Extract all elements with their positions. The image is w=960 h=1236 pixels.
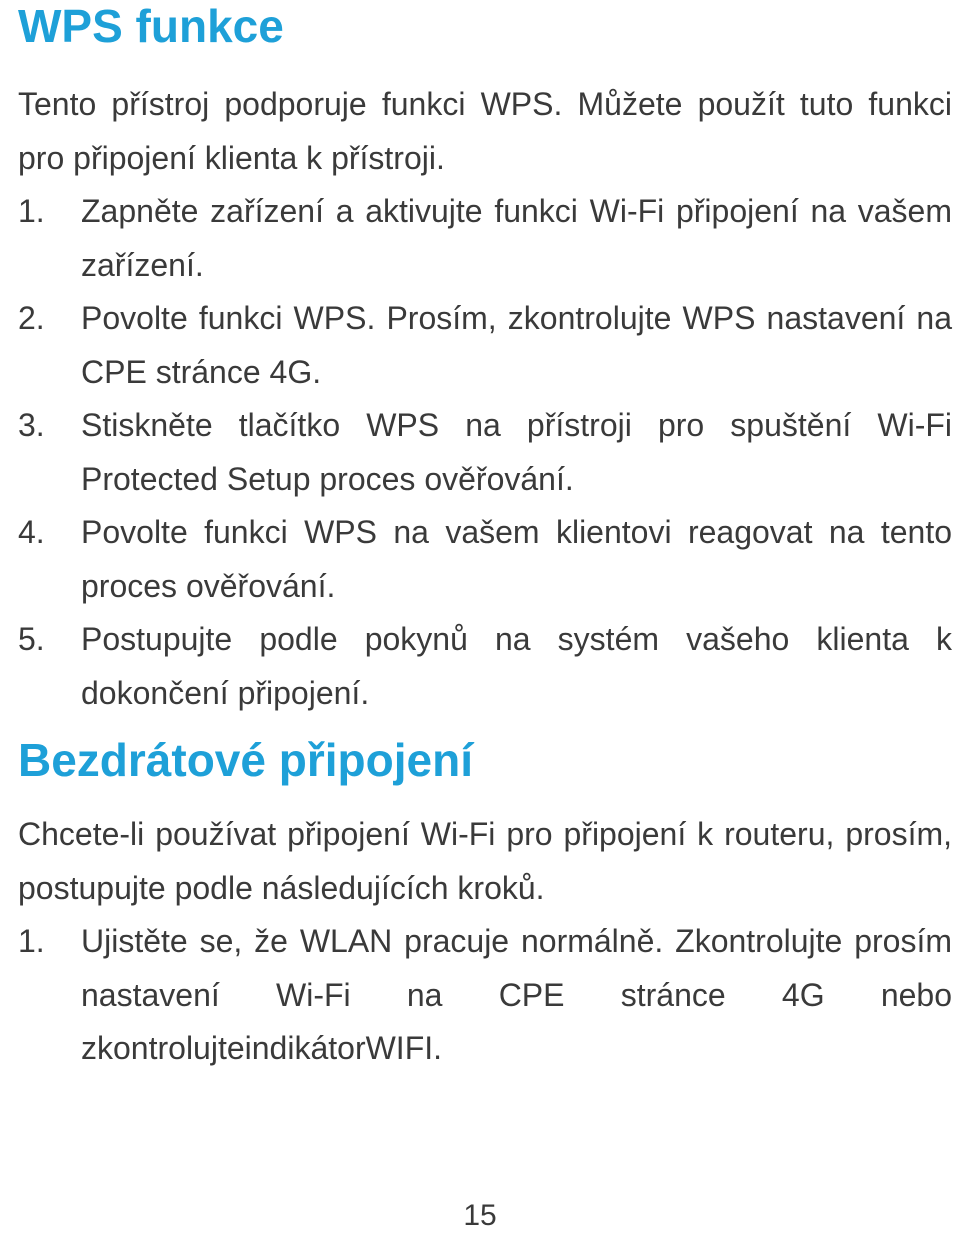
wps-steps-list	[18, 185, 952, 720]
section-title-wps: WPS funkce	[18, 0, 284, 52]
document-page	[18, 0, 952, 1076]
step-number: 1.	[18, 193, 45, 229]
wireless-intro-paragraph: Chcete-li používat připojení Wi-Fi pro připojení k routeru, prosím, postupujte podle následujících kroků.	[18, 816, 952, 906]
wireless-steps-list	[18, 915, 952, 1076]
step-number: 3.	[18, 407, 45, 443]
list-item	[18, 915, 952, 1076]
wps-intro-paragraph: Tento přístroj podporuje funkci WPS. Můžete použít tuto funkci pro připojení klienta k přístroji.	[18, 86, 952, 176]
step-number: 1.	[18, 923, 45, 959]
step-text: Postupujte podle pokynů na systém vašeho klienta k dokončení připojení.	[81, 621, 952, 711]
list-item	[18, 613, 952, 720]
step-text: Stiskněte tlačítko WPS na přístroji pro spuštění Wi-Fi Protected Setup proces ověřování.	[81, 407, 952, 497]
page-number: 15	[463, 1199, 497, 1232]
list-item	[18, 506, 952, 613]
list-item	[18, 399, 952, 506]
step-number: 2.	[18, 300, 45, 336]
step-number: 4.	[18, 514, 45, 550]
step-text: Povolte funkci WPS. Prosím, zkontrolujte WPS nastavení na CPE stránce 4G.	[81, 300, 952, 390]
step-text: Povolte funkci WPS na vašem klientovi reagovat na tento proces ověřování.	[81, 514, 952, 604]
list-item	[18, 185, 952, 292]
section-title-wireless: Bezdrátové připojení	[18, 734, 473, 786]
step-text: Ujistěte se, že WLAN pracuje normálně. Zkontrolujte prosím nastavení Wi-Fi na CPE stránce 4G nebo zkontrolujteindikátorWIFI.	[81, 923, 952, 1066]
step-text: Zapněte zařízení a aktivujte funkci Wi-Fi připojení na vašem zařízení.	[81, 193, 952, 283]
step-number: 5.	[18, 621, 45, 657]
list-item	[18, 292, 952, 399]
